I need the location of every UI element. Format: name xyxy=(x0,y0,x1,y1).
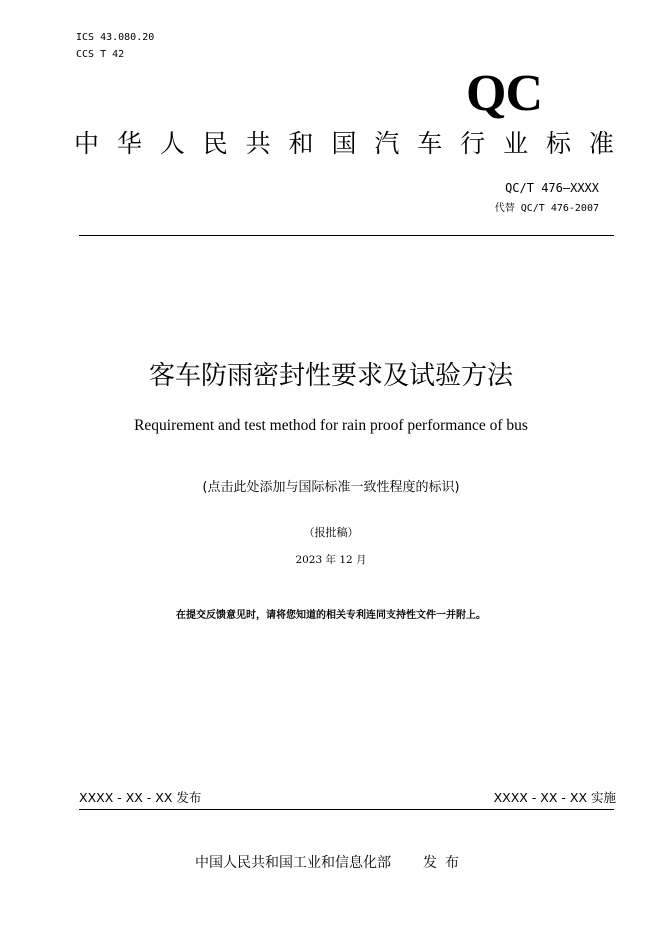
standard-number: QC/T 476—XXXX xyxy=(505,181,599,195)
industry-title-char: 国 xyxy=(331,129,357,158)
industry-title-char: 人 xyxy=(159,129,185,158)
industry-title-char: 业 xyxy=(503,129,529,158)
implement-date: XXXX - XX - XX 实施 xyxy=(493,790,616,805)
qc-logo: QC xyxy=(466,65,542,122)
industry-title-char: 准 xyxy=(588,129,614,158)
industry-title-char: 标 xyxy=(545,129,571,158)
industry-title-char: 共 xyxy=(245,129,271,158)
issuer-organization: 中国人民共和国工业和信息化部 xyxy=(195,855,391,871)
replaces-standard: 代替 QC/T 476-2007 xyxy=(494,203,599,214)
industry-title-char: 汽 xyxy=(374,129,400,158)
draft-status: （报批稿） xyxy=(303,526,359,539)
patent-notice: 在提交反馈意见时，请将您知道的相关专利连同支持性文件一并附上。 xyxy=(176,610,486,621)
ccs-code: CCS T 42 xyxy=(76,49,125,60)
industry-title-char: 车 xyxy=(417,129,443,158)
consistency-placeholder[interactable]: (点击此处添加与国际标准一致性程度的标识) xyxy=(202,480,460,495)
footer-divider xyxy=(79,809,614,810)
industry-standard-title xyxy=(74,128,614,160)
ics-code: ICS 43.080.20 xyxy=(76,32,155,43)
issuer-action: 发布 xyxy=(423,855,467,871)
publish-date: XXXX - XX - XX 发布 xyxy=(79,790,202,805)
industry-title-char: 中 xyxy=(74,129,100,158)
industry-title-char: 和 xyxy=(288,129,314,158)
industry-title-char: 民 xyxy=(202,129,228,158)
document-title-english: Requirement and test method for rain proof performance of bus xyxy=(134,417,528,434)
header-divider xyxy=(79,235,614,236)
industry-title-char: 行 xyxy=(460,129,486,158)
issuer-line xyxy=(0,853,662,873)
document-title-chinese: 客车防雨密封性要求及试验方法 xyxy=(148,361,513,391)
industry-title-char: 华 xyxy=(116,129,142,158)
draft-date: 2023 年 12 月 xyxy=(295,554,367,566)
